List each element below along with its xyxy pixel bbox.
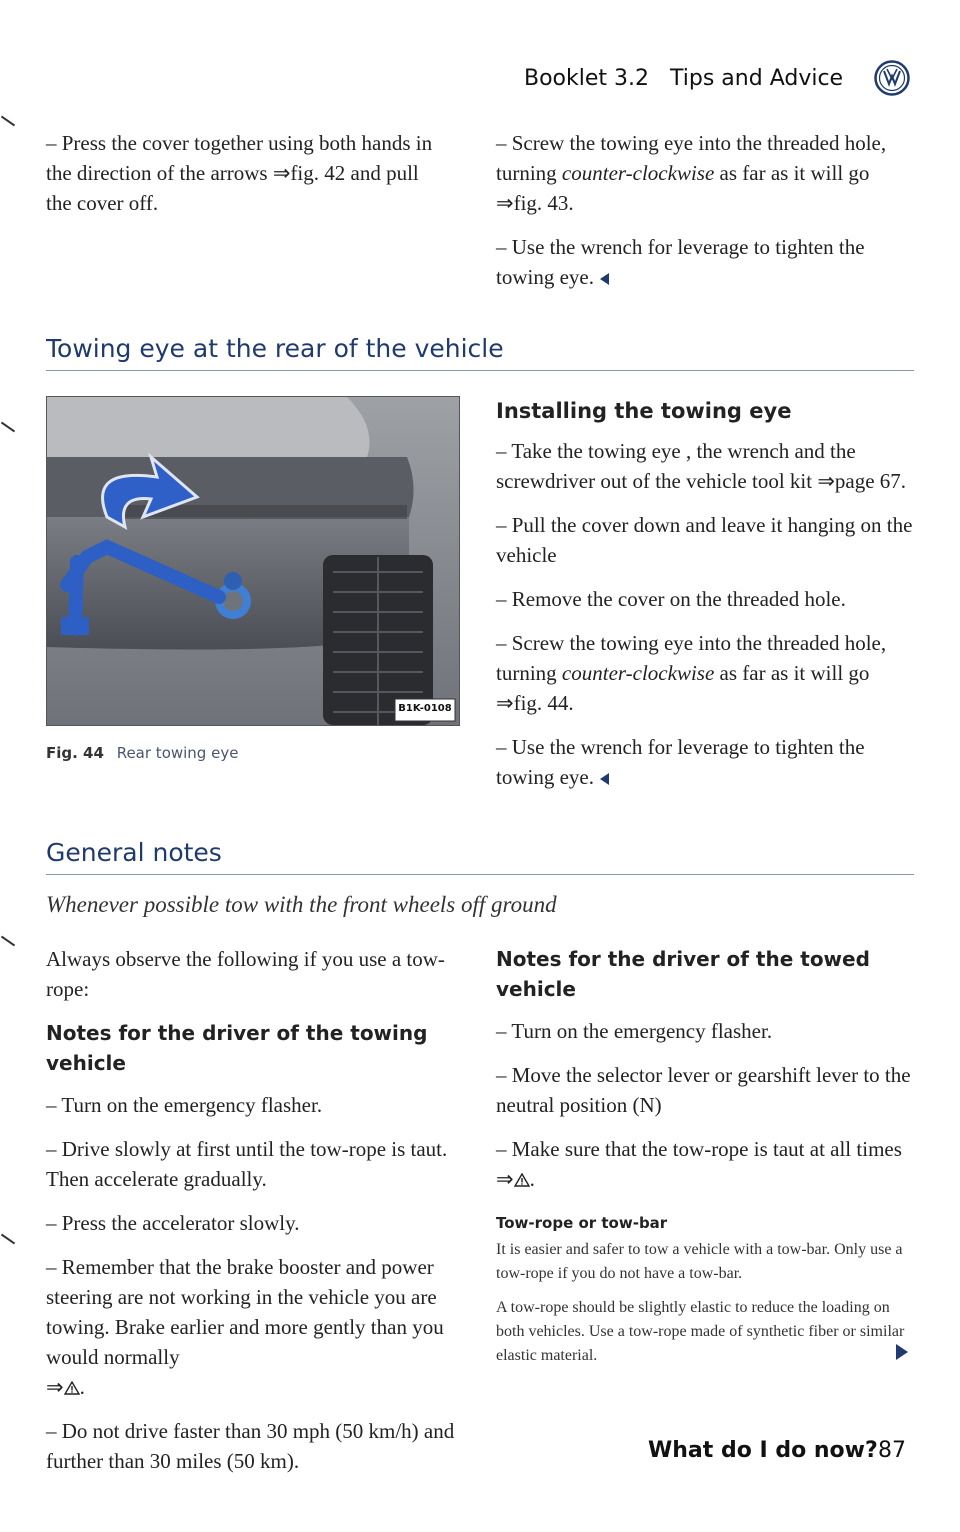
- figure-rear-towing-eye: [46, 396, 460, 726]
- towing-vehicle-column: [46, 944, 458, 1490]
- screw-step: – Screw the towing eye into the threaded hole, turning counter-clockwise as far as it will go ⇒fig. 43.: [496, 131, 887, 215]
- figure-caption-text: Rear towing eye: [116, 744, 239, 762]
- install-step-5: – Use the wrench for leverage to tighten the towing eye.: [496, 735, 865, 789]
- vw-logo-icon: [874, 60, 910, 96]
- towing-step-2: – Drive slowly at first until the tow-rope is taut. Then accelerate gradually.: [46, 1137, 448, 1191]
- figure-caption: [46, 744, 238, 762]
- towing-step-1: – Turn on the emergency flasher.: [46, 1093, 323, 1117]
- footer-chapter: What do I do now?: [648, 1438, 878, 1463]
- figure-label: Fig. 44: [46, 744, 104, 762]
- margin-mark: [1, 936, 15, 947]
- rear-bumper-illustration: [47, 397, 459, 725]
- section-title-general-notes: General notes: [46, 838, 222, 867]
- page-number: 87: [878, 1438, 906, 1463]
- continue-arrow-icon: [896, 1344, 908, 1360]
- warning-icon: [64, 1381, 80, 1395]
- figure-code: B1K-0108: [398, 703, 452, 714]
- always-observe: Always observe the following if you use a tow-rope:: [46, 947, 445, 1001]
- margin-mark: [1, 422, 15, 433]
- note-box-paragraph-1: It is easier and safer to tow a vehicle with a tow-bar. Only use a tow-rope if you do not have a tow-bar.: [496, 1241, 903, 1282]
- towing-vehicle-title: Notes for the driver of the towing vehicle: [46, 1021, 428, 1075]
- towing-step-3: – Press the accelerator slowly.: [46, 1211, 300, 1235]
- towed-vehicle-column: [496, 944, 916, 1368]
- installing-section: [496, 396, 916, 806]
- general-intro: Whenever possible tow with the front wheels off ground: [46, 892, 557, 917]
- section-label: Tips and Advice: [670, 66, 844, 91]
- note-box-title: Tow-rope or tow-bar: [496, 1214, 668, 1232]
- towed-step-1: – Turn on the emergency flasher.: [496, 1019, 773, 1043]
- end-marker-icon: [600, 773, 609, 785]
- page-header: [524, 66, 843, 91]
- towed-step-3: – Make sure that the tow-rope is taut at all times ⇒ .: [496, 1137, 902, 1191]
- section-rule: [46, 370, 914, 371]
- towing-step-5: – Do not drive faster than 30 mph (50 km/h) and further than 30 miles (50 km).: [46, 1419, 455, 1473]
- install-step-3: – Remove the cover on the threaded hole.: [496, 587, 846, 611]
- note-box-paragraph-2: A tow-rope should be slightly elastic to reduce the loading on both vehicles. Use a tow-rope made of synthetic fiber or similar elastic material.: [496, 1299, 905, 1364]
- tighten-step: – Use the wrench for leverage to tighten the towing eye.: [496, 235, 865, 289]
- towing-step-4: – Remember that the brake booster and power steering are not working in the vehicle you are towing. Brake earlier and more gently than you would normally ⇒ .: [46, 1255, 444, 1399]
- towed-step-2: – Move the selector lever or gearshift lever to the neutral position (N): [496, 1063, 911, 1117]
- top-right-steps: [496, 128, 916, 306]
- booklet-label: Booklet 3.2: [524, 66, 650, 91]
- section-rule: [46, 874, 914, 875]
- section-title-rear-towing-eye: Towing eye at the rear of the vehicle: [46, 334, 504, 363]
- towed-vehicle-title: Notes for the driver of the towed vehicle: [496, 947, 870, 1001]
- margin-mark: [1, 1234, 15, 1245]
- margin-mark: [1, 116, 15, 127]
- end-marker-icon: [600, 273, 609, 285]
- cover-instruction: – Press the cover together using both hands in the direction of the arrows ⇒fig. 42 and pull the cover off.: [46, 131, 433, 215]
- warning-icon: [514, 1173, 530, 1187]
- install-step-1: – Take the towing eye , the wrench and the screwdriver out of the vehicle tool kit ⇒page 67.: [496, 439, 907, 493]
- install-step-4: – Screw the towing eye into the threaded hole, turning counter-clockwise as far as it will go ⇒fig. 44.: [496, 631, 887, 715]
- installing-title: Installing the towing eye: [496, 399, 792, 423]
- install-step-2: – Pull the cover down and leave it hanging on the vehicle: [496, 513, 913, 567]
